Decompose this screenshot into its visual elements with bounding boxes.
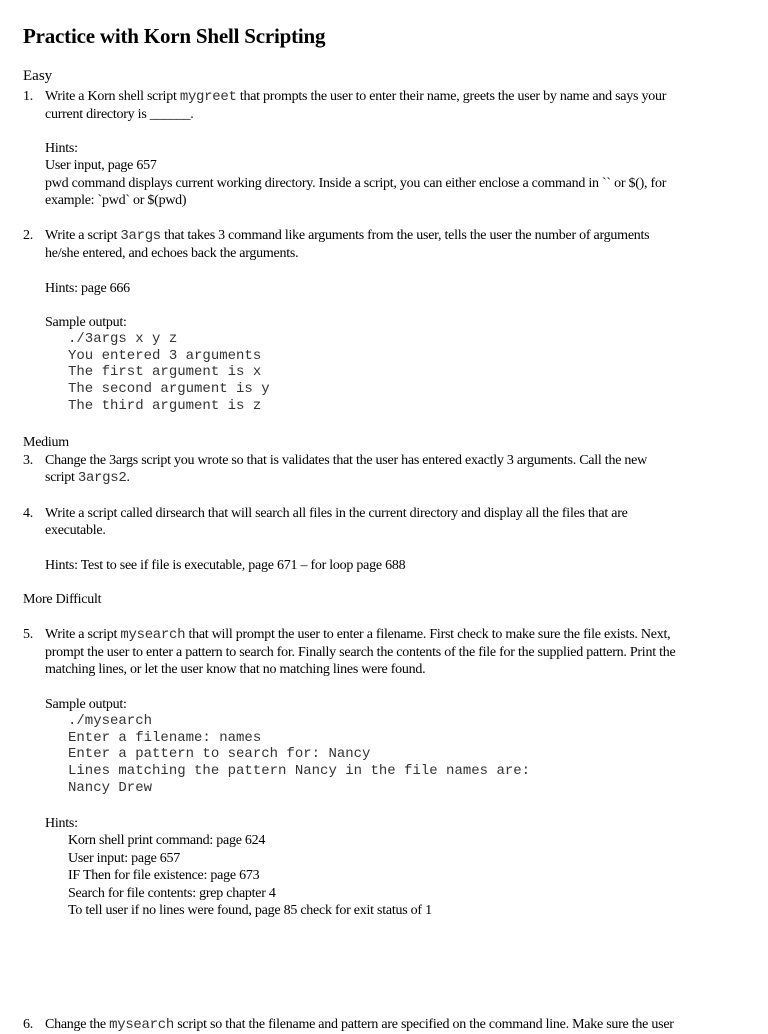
- q6-number: 6.: [23, 1017, 33, 1032]
- q5-hint: IF Then for file existence: page 673: [68, 868, 260, 883]
- q2-line1: Write a script 3args that takes 3 command like arguments from the user, tells the user the number of arguments: [45, 228, 650, 244]
- q5-number: 5.: [23, 627, 33, 642]
- q4-number: 4.: [23, 506, 33, 521]
- q2-hints: Hints: page 666: [45, 281, 130, 296]
- q5-hint: Search for file contents: grep chapter 4: [68, 886, 276, 901]
- q2-sample-line: The third argument is z: [68, 398, 262, 414]
- q5-sample-line: ./mysearch: [68, 713, 153, 729]
- q2-sample-line: You entered 3 arguments: [68, 348, 262, 364]
- q1-script-name: mygreet: [179, 89, 237, 105]
- q1-line2: current directory is ______.: [45, 107, 194, 122]
- q3-line1: Change the 3args script you wrote so that is validates that the user has entered exactly 3 arguments. Call the new: [45, 453, 647, 468]
- q1-hints-label: Hints:: [45, 141, 78, 156]
- q5-script-name: mysearch: [120, 627, 186, 643]
- q1-hint-2: pwd command displays current working directory. Inside a script, you can either enclose a command in `` or $(), for: [45, 176, 667, 191]
- q2-sample-label: Sample output:: [45, 315, 127, 330]
- q2-line2: he/she entered, and echoes back the arguments.: [45, 246, 299, 261]
- q2-number: 2.: [23, 228, 33, 243]
- q5-sample-line: Enter a pattern to search for: Nancy: [68, 746, 371, 762]
- q1-hint-1: User input, page 657: [45, 158, 157, 173]
- q6-script-name: mysearch: [109, 1017, 174, 1033]
- q3-script-name: 3args2: [77, 470, 127, 486]
- q5-hints-label: Hints:: [45, 816, 78, 831]
- q1-line1: Write a Korn shell script mygreet that prompts the user to enter their name, greets the user by name and says your: [45, 89, 667, 105]
- q5-sample-line: Enter a filename: names: [68, 730, 262, 746]
- q5-line1: Write a script mysearch that will prompt the user to enter a filename. First check to make sure the file exists. Next,: [45, 627, 671, 643]
- q1-number: 1.: [23, 89, 33, 104]
- q2-sample-line: The second argument is y: [68, 381, 270, 397]
- q5-sample-label: Sample output:: [45, 697, 127, 712]
- q5-hint: User input: page 657: [68, 851, 181, 866]
- q4-line1: Write a script called dirsearch that will search all files in the current directory and display all the files that are: [45, 506, 628, 521]
- q5-hint: Korn shell print command: page 624: [68, 833, 266, 848]
- q6-line1: Change the mysearch script so that the filename and pattern are specified on the command line. Make sure the user: [45, 1017, 674, 1033]
- q4-line2: executable.: [45, 523, 106, 538]
- q5-line3: matching lines, or let the user know that no matching lines were found.: [45, 662, 426, 677]
- q4-hints: Hints: Test to see if file is executable, page 671 – for loop page 688: [45, 558, 406, 573]
- page-title: Practice with Korn Shell Scripting: [23, 24, 326, 48]
- q2-sample-line: The first argument is x: [68, 364, 262, 380]
- section-heading-medium: Medium: [23, 435, 69, 450]
- section-heading-easy: Easy: [23, 68, 53, 84]
- q3-number: 3.: [23, 453, 33, 468]
- section-heading-more-difficult: More Difficult: [23, 592, 102, 607]
- q5-hint: To tell user if no lines were found, page 85 check for exit status of 1: [68, 903, 432, 918]
- q1-hint-3: example: `pwd` or $(pwd): [45, 193, 187, 208]
- q5-sample-line: Nancy Drew: [68, 780, 153, 796]
- q2-sample-line: ./3args x y z: [68, 331, 178, 347]
- q5-sample-line: Lines matching the pattern Nancy in the file names are:: [68, 763, 531, 779]
- q2-script-name: 3args: [120, 228, 161, 244]
- q3-line2: script 3args2.: [45, 470, 130, 486]
- q5-line2: prompt the user to enter a pattern to search for. Finally search the contents of the file for the supplied pattern. Print the: [45, 645, 676, 660]
